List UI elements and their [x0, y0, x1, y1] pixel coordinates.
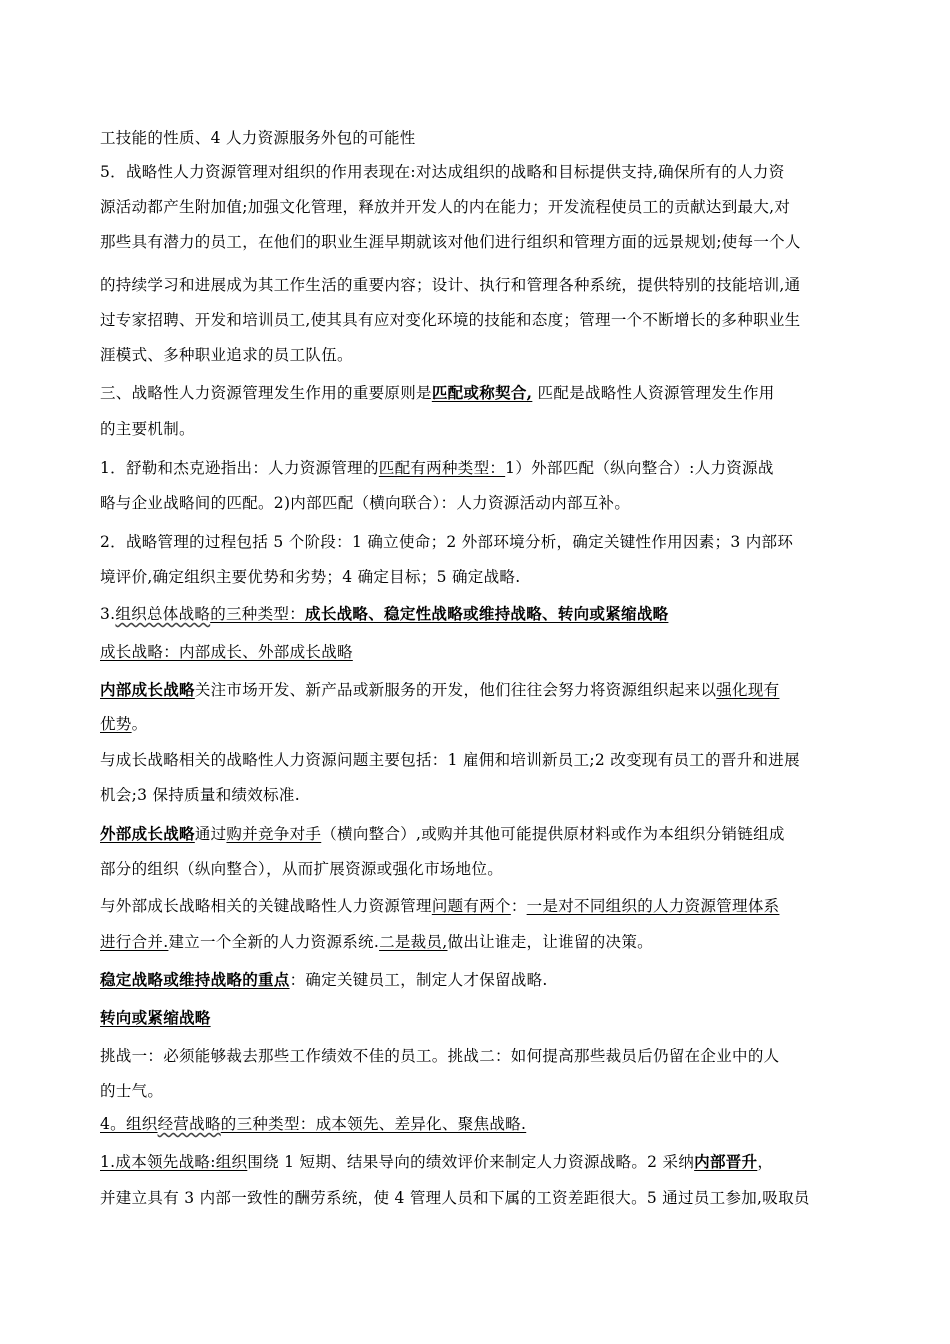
text-segment: 涯模式、多种职业追求的员工队伍。 — [100, 346, 353, 364]
text-line — [100, 679, 779, 701]
text-line — [100, 492, 630, 514]
text-line — [100, 1113, 526, 1135]
text-segment: 短期、结果导向的绩效评价 — [299, 1153, 490, 1171]
text-line — [100, 309, 800, 331]
text-segment: 建立一个全新的人力资源系统. — [168, 933, 380, 951]
text-line — [100, 161, 785, 183]
text-line — [100, 823, 785, 845]
text-segment: 的三种类型：成本领先、差异化、聚焦战略. — [220, 1115, 527, 1133]
text-segment: 源活动都产生附加值;加强文化管理，释放并开发人的内在能力；开发流程使员工的贡献达到最大,对 — [100, 198, 791, 216]
text-segment: ）,或购并其他可能提供原材料或作为本组织分销链组成 — [400, 825, 785, 843]
text-line — [100, 457, 774, 479]
text-segment: 市场开发、新产品或新服务的开发 — [226, 681, 464, 699]
text-segment: 转向或紧缩战略 — [100, 1008, 211, 1027]
text-segment: 采纳 — [662, 1153, 695, 1171]
text-line — [100, 1151, 773, 1173]
text-segment: 围绕 1 — [247, 1153, 300, 1171]
text-segment: 的持续学习和进展成为其工作生活的重要内容；设计、执行和管理各种系统，提供特别的技能培训,通 — [100, 276, 801, 294]
text-line — [100, 713, 147, 735]
text-segment: ， — [757, 1153, 774, 1171]
text-segment: 部分的组织（ — [100, 860, 195, 878]
text-segment: 内部成长战略 — [100, 680, 195, 699]
text-segment: 挑战二：如何提高 — [447, 1047, 575, 1065]
text-segment: 内部晋升 — [694, 1152, 758, 1171]
text-line — [100, 566, 520, 588]
text-line — [100, 603, 668, 625]
text-segment: 成长战略：内部成长、外部成长战略 — [100, 643, 353, 661]
text-segment: 稳定战略或维持战略的重点 — [100, 970, 290, 989]
text-segment: 略与企业战略间的匹配。2)内部匹配（横向联合）：人力资源活动内部互补。 — [100, 494, 631, 512]
text-segment: 组织总体战略 — [115, 605, 211, 623]
text-segment: 优势 — [100, 715, 132, 733]
text-segment: 过专家招聘、开发和培训员工,使其具有应对变化环境的技能和态度；管理一个不断增长的多种职业生 — [100, 311, 801, 329]
text-segment: 。5 通过员工参加,吸取员 — [631, 1189, 810, 1207]
text-segment: ：确定关键员工，制定人才保留战略. — [289, 971, 548, 989]
text-segment: 与成长战略相关的战略性人力资源问题主要包括：1 雇佣和培训新员工;2 改变现有员工的晋升和进展 — [100, 751, 800, 769]
text-segment: 匹配或称契合, — [431, 383, 533, 402]
text-segment: 外部成长战略 — [100, 824, 195, 843]
text-segment: 并建立具有 3 — [100, 1189, 200, 1207]
text-segment: 3. — [100, 605, 116, 623]
text-segment: 的主要机制。 — [100, 420, 195, 438]
text-segment: 匹配是战略性人资源管理发生作用 — [532, 384, 775, 402]
text-segment: 的三种类型： — [210, 605, 306, 623]
text-segment: ，使 4 — [357, 1189, 410, 1207]
text-segment: ），从而扩展资源或强化市场地位。 — [258, 860, 504, 878]
text-segment: 1.成本领先战略:组织 — [100, 1153, 248, 1171]
text-line — [100, 274, 800, 296]
text-segment: 4。组织 — [100, 1115, 158, 1133]
text-segment: 境评价,确定组织主要优势和劣势；4 确定目标；5 确定战略. — [100, 568, 521, 586]
text-segment: 1）外部匹配（纵向整合）:人力资源战 — [505, 459, 774, 477]
text-segment: 与外部成长战略相关的关键战略性人力资源管理 — [100, 897, 432, 915]
text-segment: （ — [321, 825, 338, 843]
text-segment: 5．战略性人力资源管理对组织的作用表现在:对达成组织的战略和目标提供支持,确保所有的人力资 — [100, 163, 785, 181]
text-segment: 经营战略 — [157, 1115, 221, 1133]
text-segment: 。 — [131, 715, 148, 733]
text-line — [100, 418, 195, 440]
text-segment: 工技能的性质、4 人力资源服务外包的可能性 — [100, 129, 416, 147]
text-segment: 通过 — [194, 825, 227, 843]
text-segment: 做出让谁走，让谁留的决策。 — [447, 933, 653, 951]
text-segment: 的 — [100, 1082, 116, 1100]
text-line — [100, 858, 503, 880]
text-segment: 进行合并. — [100, 933, 169, 951]
text-line — [100, 344, 353, 366]
text-line — [100, 196, 790, 218]
text-segment: 发生作用的重要原则是 — [273, 384, 432, 402]
text-segment: 强化现有 — [716, 681, 780, 699]
text-segment: 一是对不同组织的人力资源管理体系 — [526, 897, 780, 915]
text-segment: 士气。 — [115, 1082, 164, 1100]
text-segment: 三、战略性人力资源管理 — [100, 384, 274, 402]
text-segment: 问题有两个 — [431, 897, 511, 915]
text-segment: 横向整合 — [337, 825, 401, 843]
text-segment: 关注 — [194, 681, 227, 699]
text-segment: 挑战一：必须能够裁去那些工作绩效不佳的员工。 — [100, 1047, 448, 1065]
text-segment: 1．舒勒和杰克逊指出：人力资源管理的 — [100, 459, 379, 477]
text-line — [100, 1080, 163, 1102]
text-segment: 那些裁员后仍留在企业中的人 — [574, 1047, 780, 1065]
text-segment: 2．战略管理的过程包括 5 个阶段：1 确立使命；2 外部环境分析，确定关键性作用因素；3 内部环 — [100, 533, 794, 551]
text-line — [100, 749, 800, 771]
text-line — [100, 784, 300, 806]
text-segment: 购并竞争对手 — [226, 825, 322, 843]
text-line — [100, 1007, 211, 1029]
text-segment: 纵向整合 — [194, 860, 259, 878]
text-segment: 机会;3 保持质量和绩效标准. — [100, 786, 300, 804]
text-line — [100, 931, 653, 953]
text-segment: 二是裁员, — [379, 933, 448, 951]
text-segment: ： — [510, 897, 527, 915]
text-segment: 成长战略、稳定性战略或维持战略、转向或紧缩战略 — [305, 604, 669, 623]
text-line — [100, 531, 793, 553]
text-segment: 那些具有潜力的员工，在他们的职业生涯早期就该对他们进行组织和管理方面的远景规划;使每一个人 — [100, 233, 801, 251]
text-segment: 匹配有两种类型： — [378, 459, 506, 477]
text-line — [100, 1045, 779, 1067]
text-line — [100, 895, 779, 917]
text-line — [100, 231, 801, 253]
text-segment: 内部一致性的酬劳系统 — [199, 1189, 358, 1207]
text-line — [100, 1187, 810, 1209]
text-segment: 来制定人力资源战略。2 — [489, 1153, 663, 1171]
text-segment: ，他们往往会努力将资源组织起来以 — [463, 681, 717, 699]
text-segment: 管理人员和下属的工资差距很大 — [409, 1189, 632, 1207]
text-line — [100, 969, 548, 991]
text-line — [100, 127, 416, 149]
text-line — [100, 641, 353, 663]
section-heading — [100, 382, 775, 404]
